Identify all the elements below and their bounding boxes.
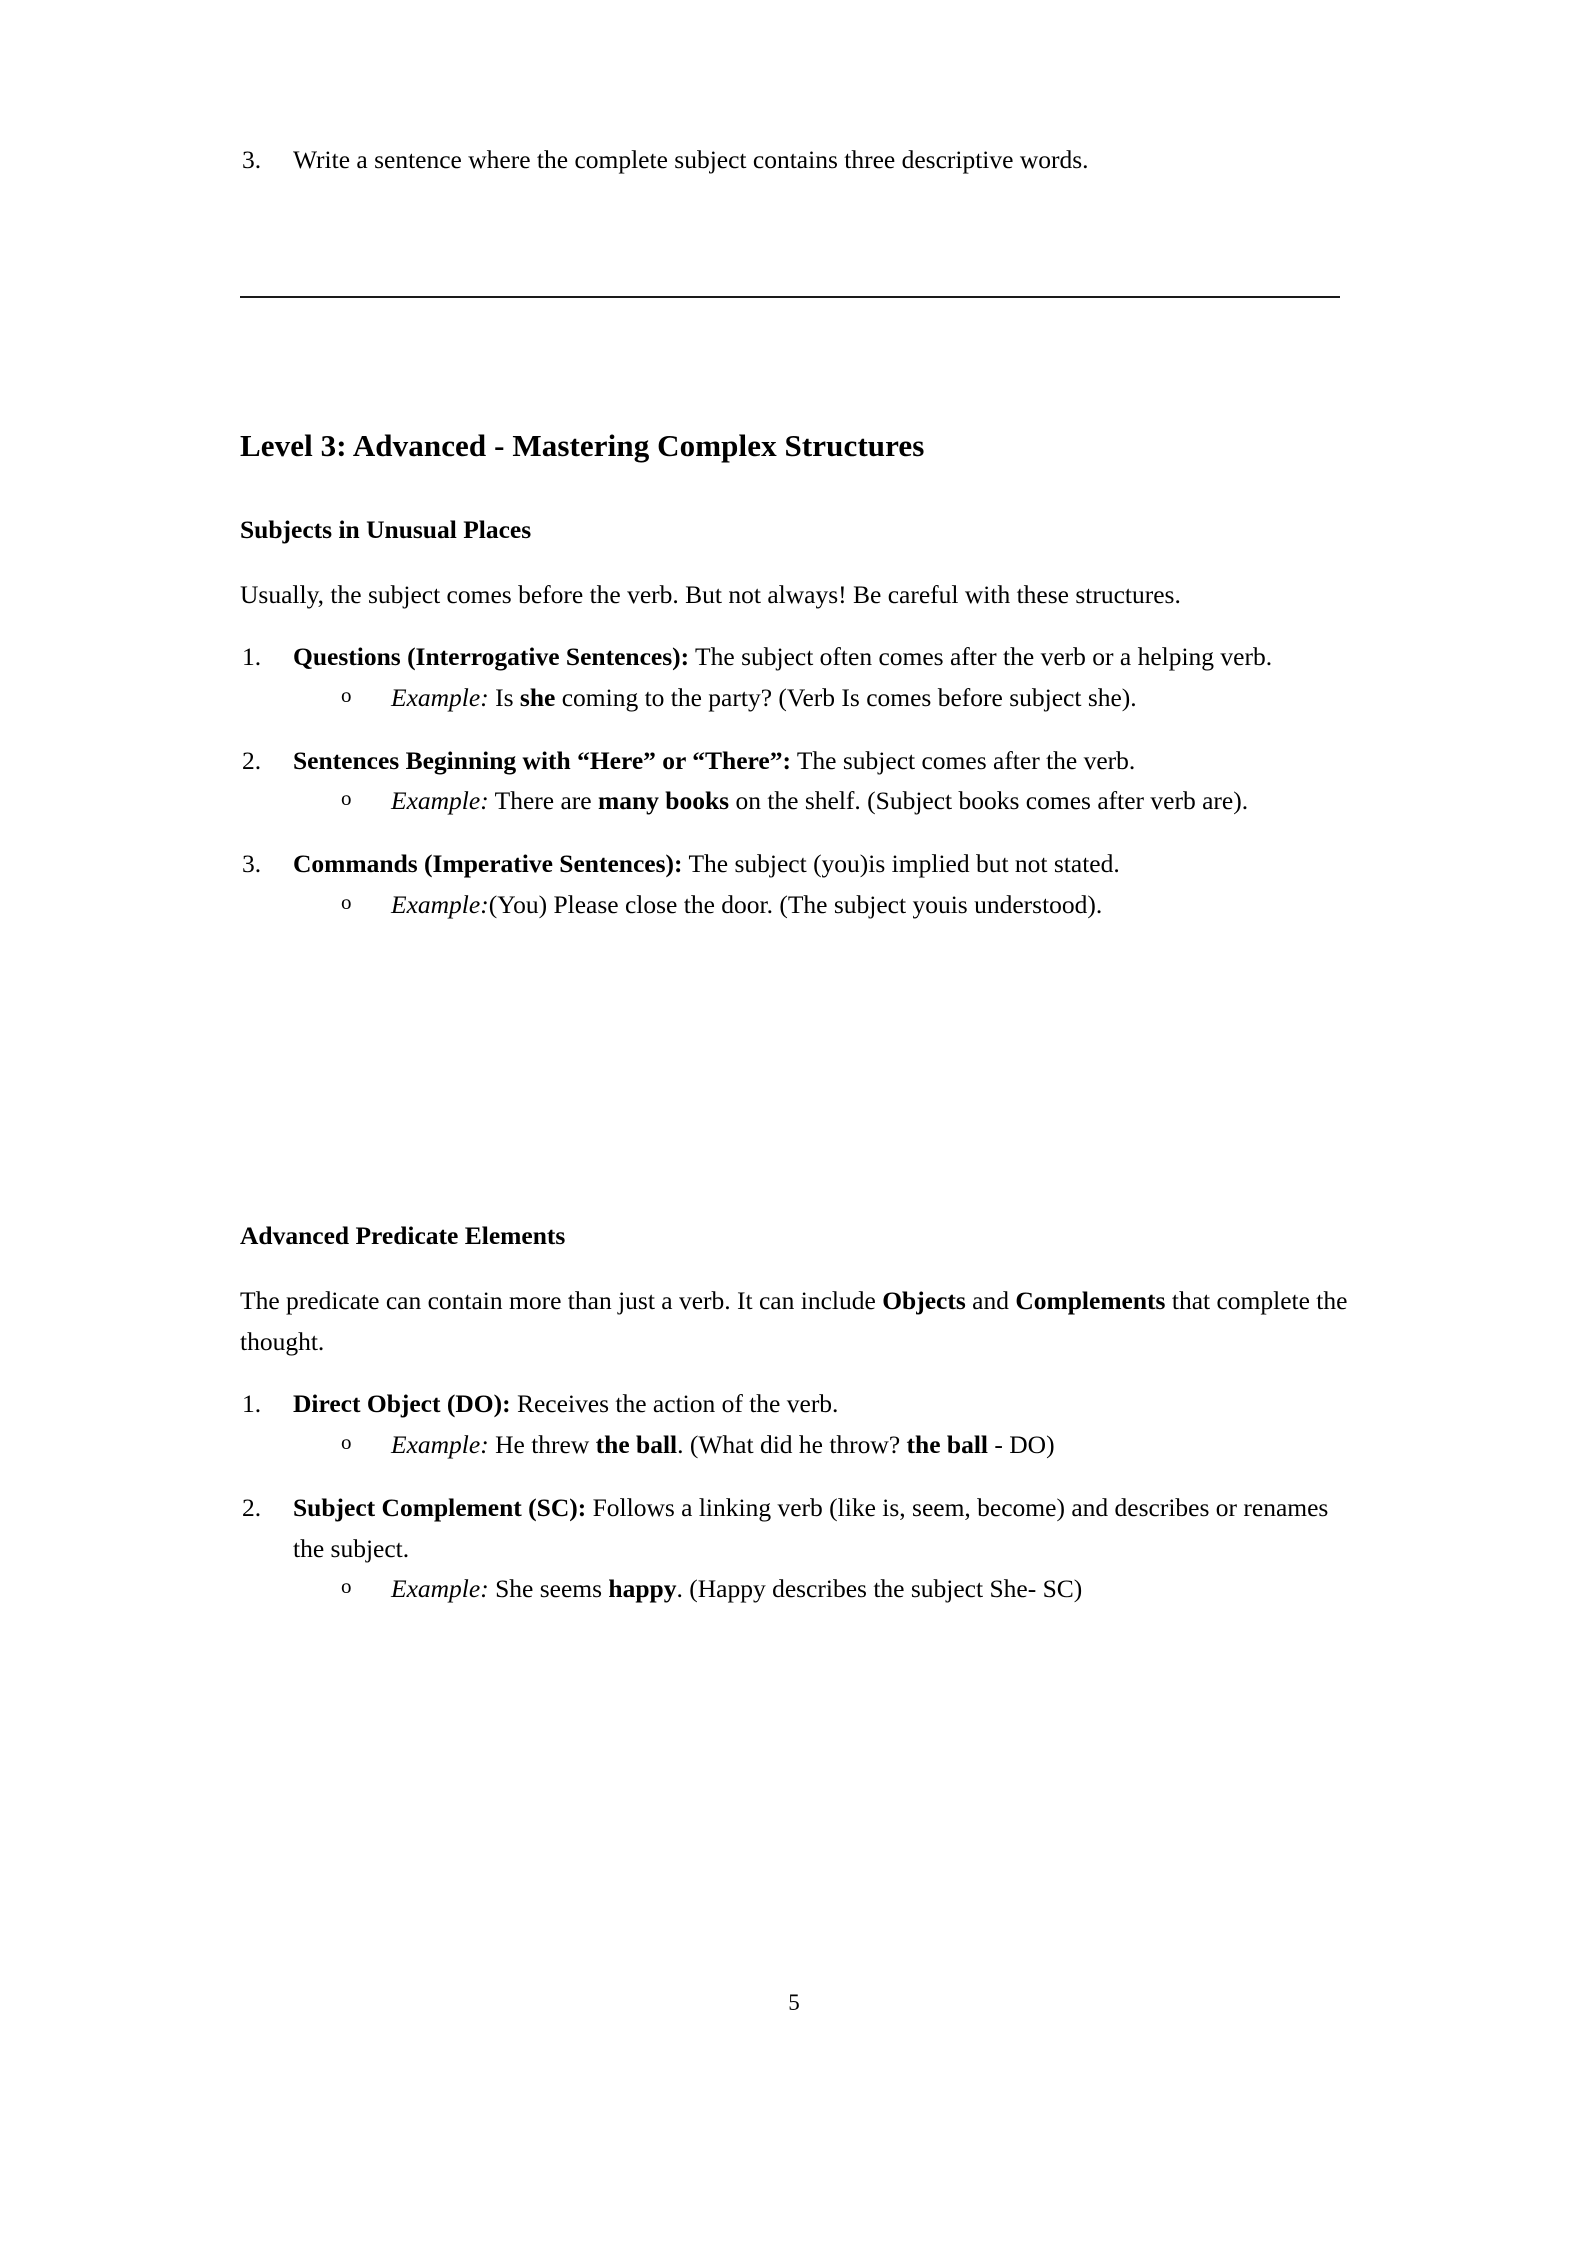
example-text-post: coming to the party? (Verb Is comes before subject she). xyxy=(555,682,1137,712)
list-item xyxy=(240,1384,1348,1466)
section-heading: Subjects in Unusual Places xyxy=(240,515,532,544)
example-text-pre: Is xyxy=(488,682,520,712)
list-item xyxy=(293,1569,1348,1610)
list-marker: 2. xyxy=(242,745,262,775)
numbered-list-predicate xyxy=(240,1384,1348,1610)
section-intro-paragraph xyxy=(240,1280,1348,1363)
bullet-marker: o xyxy=(341,889,352,914)
example-sublist xyxy=(293,1425,1348,1466)
example-text-pre: (You) Please close the door. (The subject youis understood). xyxy=(488,889,1103,919)
list-item-text: Receives the action of the verb. xyxy=(510,1389,839,1419)
page-title: Level 3: Advanced - Mastering Complex Structures xyxy=(240,428,925,463)
example-text-post: - DO) xyxy=(988,1430,1055,1460)
section-advanced-predicate-elements xyxy=(240,1218,1348,1610)
intro-term-complements: Complements xyxy=(1015,1285,1166,1315)
list-item-text: The subject comes after the verb. xyxy=(790,745,1136,775)
list-item xyxy=(293,1425,1348,1466)
example-sublist xyxy=(293,1569,1348,1610)
example-text-mid: . (What did he throw? xyxy=(677,1430,907,1460)
example-text-bold-2: the ball xyxy=(906,1430,989,1460)
example-text-post: on the shelf. (Subject books comes after verb are). xyxy=(729,786,1249,816)
bullet-marker: o xyxy=(341,682,352,707)
intro-text-b: and xyxy=(965,1285,1016,1315)
list-item xyxy=(293,781,1348,822)
list-item-text: The subject often comes after the verb or a helping verb. xyxy=(689,641,1273,671)
section-intro-paragraph: Usually, the subject comes before the verb. But not always! Be careful with these structures. xyxy=(240,579,1181,609)
example-label: Example: xyxy=(391,1574,489,1604)
example-label: Example: xyxy=(391,889,489,919)
example-text-pre: There are xyxy=(488,786,598,816)
list-marker: 1. xyxy=(242,641,262,671)
list-item xyxy=(293,885,1348,926)
carryover-list xyxy=(240,0,1348,180)
bullet-marker: o xyxy=(341,1430,352,1455)
example-sublist xyxy=(293,781,1348,822)
bullet-marker: o xyxy=(341,1574,352,1599)
list-marker: 1. xyxy=(242,1389,262,1419)
list-item-term: Subject Complement (SC): xyxy=(293,1492,587,1522)
section-divider xyxy=(240,296,1340,298)
list-item xyxy=(240,0,1348,180)
list-marker: 3. xyxy=(242,145,262,174)
example-text-bold: happy xyxy=(608,1574,677,1604)
section-subjects-in-unusual-places xyxy=(240,512,1348,926)
bullet-marker: o xyxy=(341,786,352,811)
intro-text-c: that complete the thought. xyxy=(240,1285,1348,1356)
example-sublist xyxy=(293,678,1348,719)
list-item-text: Write a sentence where the complete subject contains three descriptive words. xyxy=(293,145,1089,174)
intro-text-a: The predicate can contain more than just a verb. It can include xyxy=(240,1285,883,1315)
example-label: Example: xyxy=(391,1430,489,1460)
example-text-pre: She seems xyxy=(488,1574,609,1604)
list-item-term: Direct Object (DO): xyxy=(293,1389,511,1419)
list-item-term: Sentences Beginning with “Here” or “There”: xyxy=(293,745,791,775)
list-item-text: The subject (you)is implied but not stated. xyxy=(682,849,1120,879)
list-item xyxy=(240,844,1348,926)
example-label: Example: xyxy=(391,682,489,712)
section-heading: Advanced Predicate Elements xyxy=(240,1221,566,1250)
list-marker: 2. xyxy=(242,1492,262,1522)
example-text-bold: many books xyxy=(597,786,730,816)
example-sublist xyxy=(293,885,1348,926)
list-item xyxy=(240,637,1348,719)
example-text-bold: she xyxy=(519,682,556,712)
example-label: Example: xyxy=(391,786,489,816)
list-item xyxy=(293,678,1348,719)
carryover-section xyxy=(240,0,1348,180)
example-text-pre: He threw xyxy=(488,1430,596,1460)
list-item-term: Questions (Interrogative Sentences): xyxy=(293,641,690,671)
list-item-text: Follows a linking verb (like is, seem, become) and describes or renames the subject. xyxy=(293,1492,1329,1563)
numbered-list-subjects xyxy=(240,637,1348,926)
list-marker: 3. xyxy=(242,849,262,879)
page-number: 5 xyxy=(788,1990,800,2015)
list-item xyxy=(240,741,1348,823)
example-text-post: . (Happy describes the subject She- SC) xyxy=(676,1574,1083,1604)
list-item-term: Commands (Imperative Sentences): xyxy=(293,849,683,879)
example-text-bold: the ball xyxy=(595,1430,678,1460)
intro-term-objects: Objects xyxy=(882,1285,966,1315)
list-item xyxy=(240,1488,1348,1610)
